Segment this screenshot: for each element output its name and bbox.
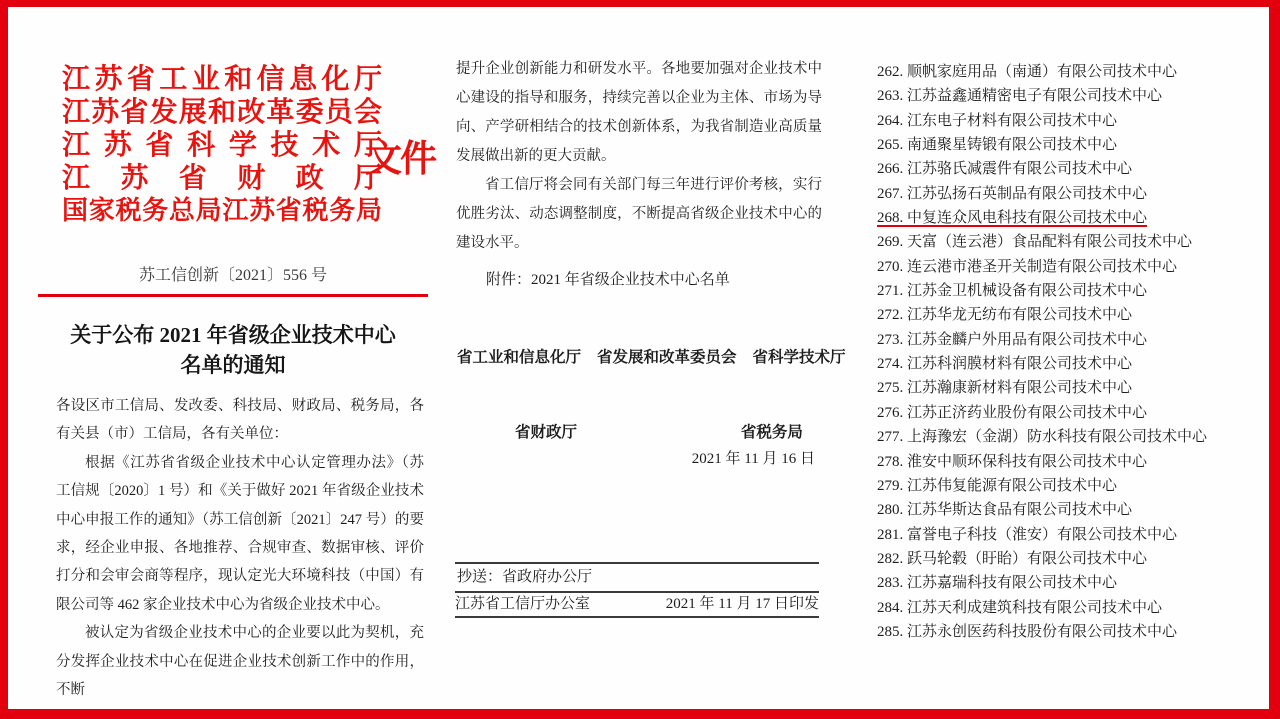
list-item [877,547,1275,571]
list-item-text: 285. 江苏永创医药科技股份有限公司技术中心 [877,623,1178,640]
document-number: 苏工信创新〔2021〕556 号 [138,267,327,284]
list-item [877,109,1275,133]
attachment-line: 附件：2021 年省级企业技术中心名单 [486,272,730,288]
list-item [877,84,1275,108]
list-item [877,498,1275,522]
paragraph: 根据《江苏省省级企业技术中心认定管理办法》（苏工信规〔2020〕1 号）和《关于做好 2021 年省级企业技术中心申报工作的通知》（苏工信创新〔2021〕247 号）的要求，经企业申报、各地推荐、合规审查、数据审核、评价打分和会审会商等程序，现认定光大环境科技（中国）有限公司等 462 家企业技术中心为省级企业技术中心。 [56,454,424,613]
list-item-text: 275. 江苏瀚康新材料有限公司技术中心 [877,380,1133,397]
left-body-text [56,392,424,704]
list-item-text: 270. 连云港市港圣开关制造有限公司技术中心 [877,258,1178,275]
signer-row-2 [455,420,821,442]
list-item-text: 273. 江苏金麟户外用品有限公司技术中心 [877,331,1148,348]
list-item-text: 262. 顺帆家庭用品（南通）有限公司技术中心 [877,64,1178,80]
list-item-text: 274. 江苏科润膜材料有限公司技术中心 [877,356,1133,373]
agency-name: 国家税务总局江苏省税务局 [62,195,382,225]
list-item [877,206,1275,230]
list-item-text: 277. 上海豫宏（金湖）防水科技有限公司技术中心 [877,429,1208,446]
list-item [877,303,1275,327]
list-item-text: 276. 江苏正济药业股份有限公司技术中心 [877,404,1148,421]
paragraph: 提升企业创新能力和研发水平。各地要加强对企业技术中心建设的指导和服务，持续完善以企业为主体、市场为导向、产学研相结合的技术创新体系，为我省制造业高质量发展做出新的更大贡献。 [456,61,822,164]
issuing-agencies-header [62,62,382,227]
list-item-text: 282. 跃马轮毂（盱眙）有限公司技术中心 [877,550,1148,567]
list-item [877,182,1275,206]
list-item [877,596,1275,620]
issuer-office: 江苏省工信厅办公室 [455,596,591,612]
document-title [38,320,428,380]
list-item [877,60,1275,84]
signer-agency: 省工业和信息化厅 [457,349,582,366]
list-item-text: 264. 江东电子材料有限公司技术中心 [877,112,1118,129]
agency-name: 江苏省发展和改革委员会 [62,96,382,127]
list-item-text: 278. 淮安中顺环保科技有限公司技术中心 [877,453,1148,470]
list-item-text: 271. 江苏金卫机械设备有限公司技术中心 [877,283,1148,300]
list-item-text: 272. 江苏华龙无纺布有限公司技术中心 [877,307,1133,324]
list-item-text: 263. 江苏益鑫通精密电子有限公司技术中心 [877,88,1163,105]
print-date: 2021 年 11 月 17 日印发 [665,596,819,612]
list-item [877,230,1275,254]
red-divider-rule [38,294,428,297]
document-footer [455,562,819,618]
list-item [877,255,1275,279]
signer-agency: 省发展和改革委员会 [597,349,737,366]
list-item [877,450,1275,474]
list-item [877,376,1275,400]
list-item-text-highlighted: 268. 中复连众风电科技有限公司技术中心 [877,210,1148,227]
list-item [877,523,1275,547]
agency-name: 江苏省工业和信息化厅 [62,63,382,94]
list-item [877,328,1275,352]
issuer-line [455,593,819,616]
signer-agency: 省科学技术厅 [752,349,846,366]
document-word-mark: 文件 [365,138,435,179]
paragraph: 各设区市工信局、发改委、科技局、财政局、税务局，各有关县（市）工信局，各有关单位： [56,398,424,443]
document-title-line2: 名单的通知 [180,353,286,377]
list-item [877,157,1275,181]
list-item-text: 265. 南通聚星铸锻有限公司技术中心 [877,137,1118,154]
list-item-text: 284. 江苏天利成建筑科技有限公司技术中心 [877,599,1163,616]
list-item [877,620,1275,644]
middle-body-text [456,55,822,258]
cc-line: 抄送：省政府办公厅 [457,569,593,585]
footer-rule [455,616,819,618]
list-item [877,401,1275,425]
list-item-text: 266. 江苏骆氏减震件有限公司技术中心 [877,161,1133,178]
list-item [877,352,1275,376]
list-item [877,133,1275,157]
list-item [877,571,1275,595]
document-title-line1: 关于公布 2021 年省级企业技术中心 [70,323,396,347]
list-item [877,425,1275,449]
list-item [877,279,1275,303]
list-item-text: 281. 富誉电子科技（淮安）有限公司技术中心 [877,526,1178,543]
list-item-text: 267. 江苏弘扬石英制品有限公司技术中心 [877,185,1148,202]
list-item-text: 280. 江苏华斯达食品有限公司技术中心 [877,502,1133,519]
paragraph: 省工信厅将会同有关部门每三年进行评价考核，实行优胜劣汰、动态调整制度，不断提高省级企业技术中心的建设水平。 [456,177,822,251]
agency-name: 江苏省财政厅 [62,162,382,193]
list-item-text: 283. 江苏嘉瑞科技有限公司技术中心 [877,575,1118,592]
list-item [877,474,1275,498]
paragraph: 被认定为省级企业技术中心的企业要以此为契机，充分发挥企业技术中心在促进企业技术创新工作中的作用，不断 [56,625,424,699]
signature-date: 2021 年 11 月 16 日 [691,451,815,467]
signer-agency: 省财政厅 [515,424,578,441]
tech-center-list [877,60,1275,644]
list-item-text: 279. 江苏伟复能源有限公司技术中心 [877,477,1118,494]
signer-agency: 省税务局 [740,424,803,441]
agency-name: 江苏省科学技术厅 [62,129,382,160]
signer-row-1 [457,345,846,367]
list-item-text: 269. 天富（连云港）食品配料有限公司技术中心 [877,234,1193,251]
